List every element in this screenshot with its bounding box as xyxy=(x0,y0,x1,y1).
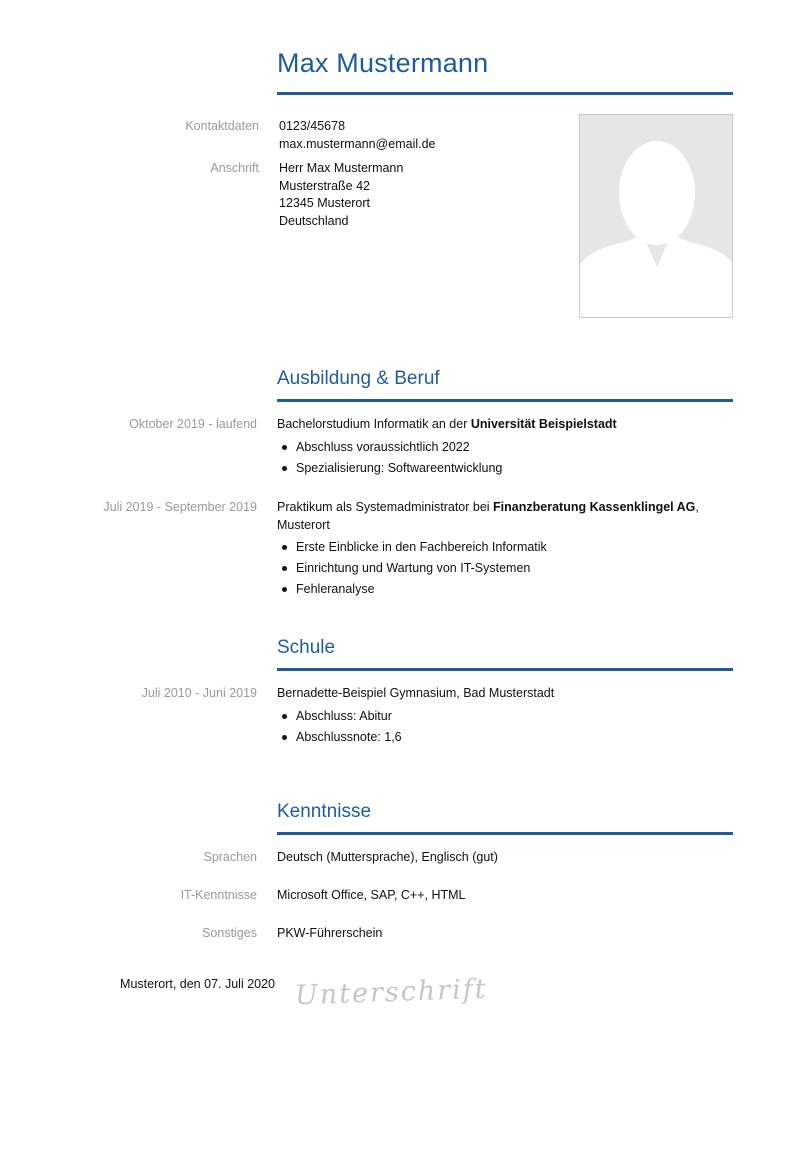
section-rule xyxy=(277,668,733,671)
entry-bullets xyxy=(277,437,733,479)
list-item: Einrichtung und Wartung von IT-Systemen xyxy=(277,558,733,579)
section-rule xyxy=(277,399,733,402)
cv-name: Max Mustermann xyxy=(277,48,489,78)
list-item: Abschluss: Abitur xyxy=(277,706,733,727)
entry-text: Bachelorstudium Informatik an der xyxy=(277,417,471,431)
education-entry xyxy=(277,416,733,479)
entry-description xyxy=(277,416,733,434)
signature: Unterschrift xyxy=(294,973,489,1012)
school-entry xyxy=(277,685,733,748)
section-title-skills: Kenntnisse xyxy=(277,801,372,822)
entry-dates: Oktober 2019 - laufend xyxy=(129,417,257,431)
phone-number: 0123/45678 xyxy=(279,119,346,133)
entry-description xyxy=(277,499,733,534)
person-silhouette-icon xyxy=(580,115,733,318)
entry-description: Bernadette-Beispiel Gymnasium, Bad Musterstadt xyxy=(277,686,555,700)
skill-label: Sonstiges xyxy=(202,926,257,940)
profile-photo-placeholder xyxy=(579,114,733,318)
place-and-date: Musterort, den 07. Juli 2020 xyxy=(120,977,275,991)
skill-label: IT-Kenntnisse xyxy=(180,888,257,902)
list-item: Fehleranalyse xyxy=(277,579,733,600)
skill-value: PKW-Führerschein xyxy=(277,926,383,940)
education-entry xyxy=(277,499,733,600)
header-rule xyxy=(277,92,733,95)
entry-institution: Universität Beispielstadt xyxy=(470,417,617,431)
section-rule xyxy=(277,832,733,835)
list-item: Erste Einblicke in den Fachbereich Informatik xyxy=(277,537,733,558)
list-item: Abschluss voraussichtlich 2022 xyxy=(277,437,733,458)
address-line: Herr Max Mustermann xyxy=(279,161,404,175)
entry-institution: Finanzberatung Kassenklingel AG xyxy=(493,500,696,514)
section-title-school: Schule xyxy=(277,637,336,658)
list-item: Spezialisierung: Softwareentwicklung xyxy=(277,458,733,479)
entry-text: , Musterort xyxy=(277,500,699,532)
entry-dates: Juli 2010 - Juni 2019 xyxy=(141,686,257,700)
entry-bullets xyxy=(277,537,733,600)
list-item: Abschlussnote: 1,6 xyxy=(277,727,733,748)
section-title-education: Ausbildung & Beruf xyxy=(277,368,440,389)
address-line: Musterstraße 42 xyxy=(279,178,371,193)
address-line: 12345 Musterort xyxy=(279,196,371,210)
skill-label: Sprachen xyxy=(203,850,257,864)
skill-value: Microsoft Office, SAP, C++, HTML xyxy=(277,888,466,902)
skill-value: Deutsch (Muttersprache), Englisch (gut) xyxy=(277,850,498,864)
entry-bullets xyxy=(277,706,733,748)
address-line: Deutschland xyxy=(279,213,349,228)
entry-text: Praktikum als Systemadministrator bei xyxy=(277,500,494,514)
entry-dates: Juli 2019 - September 2019 xyxy=(103,500,257,514)
contact-label: Kontaktdaten xyxy=(185,119,259,133)
address-label: Anschrift xyxy=(210,161,259,175)
email-address: max.mustermann@email.de xyxy=(279,136,436,151)
